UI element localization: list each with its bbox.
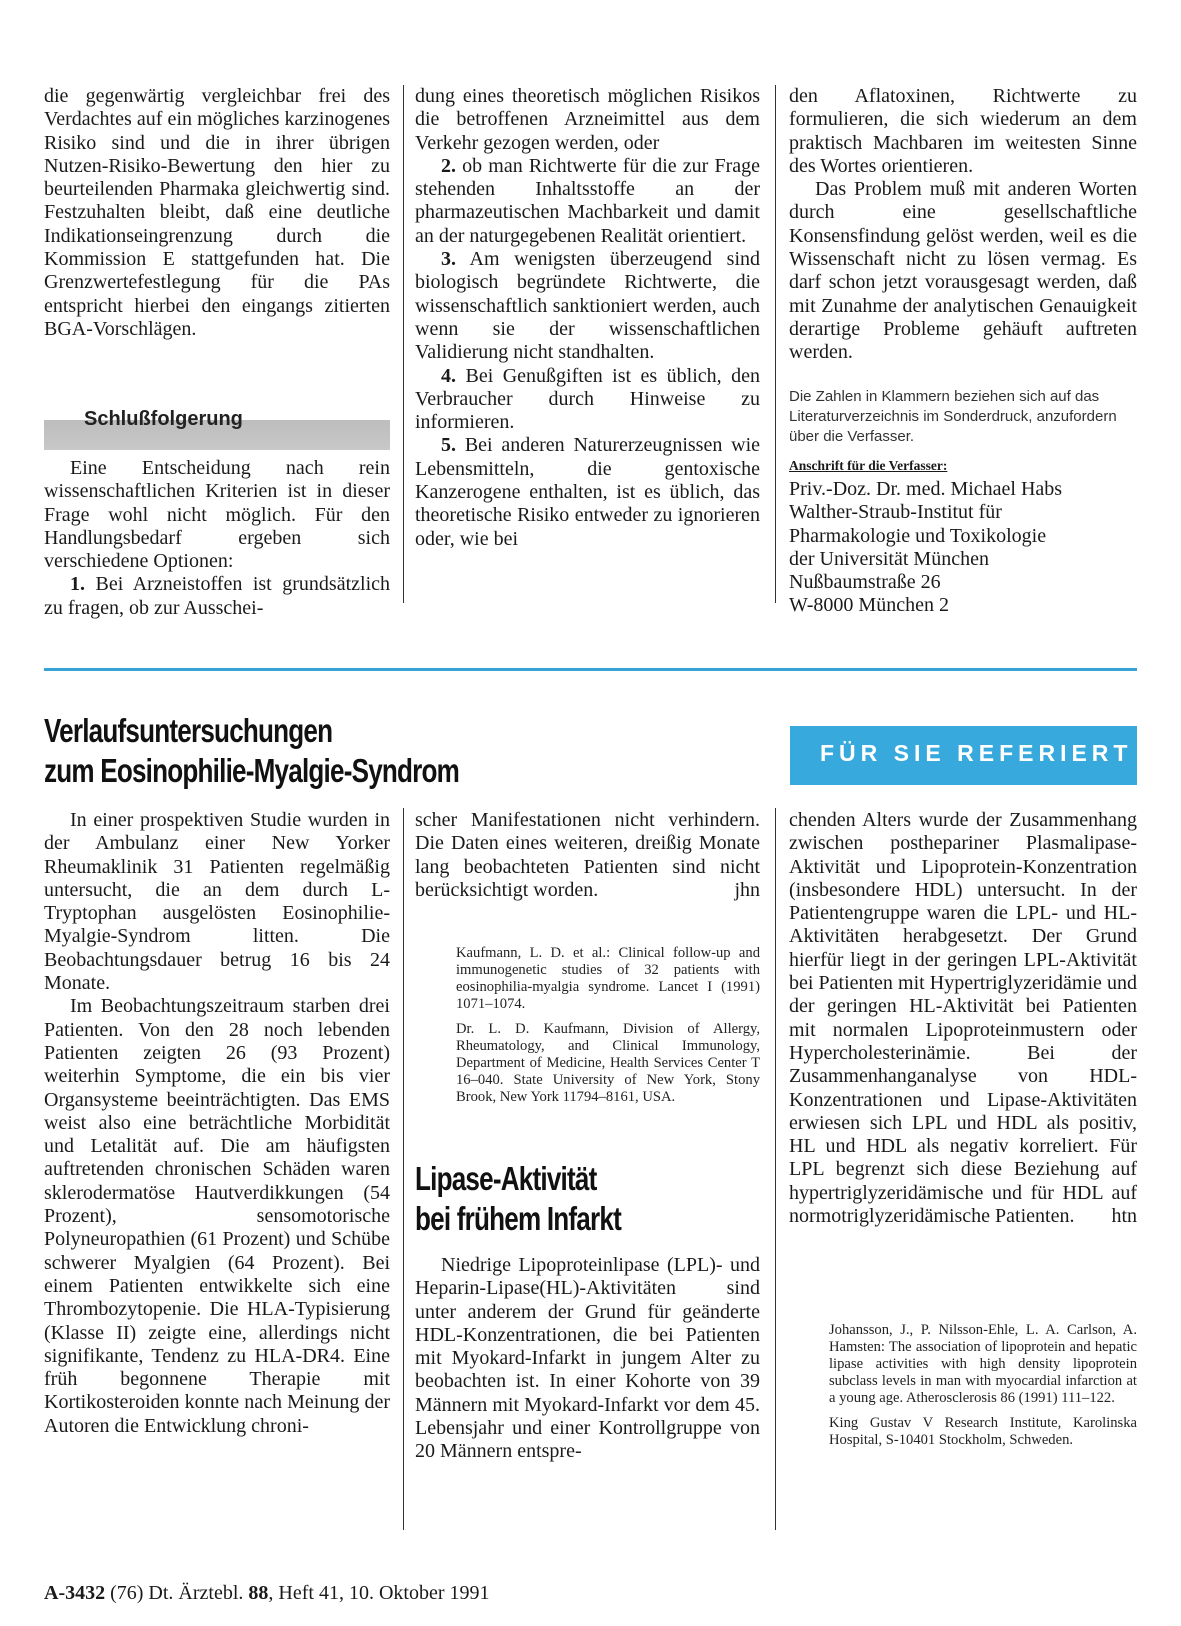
article1-column-1: [44, 809, 390, 1438]
paragraph: In einer prospektiven Studie wurden in der Ambulanz einer New Yorker Rheumaklinik 31 Patienten regelmäßig untersucht, die an dem durch L-Tryptophan ausgelösten Eosinophilie-Myalgie-Syndrom litten. Die Beobachtungsdauer betrug 16 bis 24 Monate.: [44, 809, 390, 995]
list-text: Bei Genußgiften ist es üblich, den Verbraucher durch Hinweise zu informieren.: [415, 364, 761, 434]
article1-column-2: [415, 809, 760, 902]
list-text: Bei anderen Naturerzeugnissen wie Lebensmitteln, die gentoxische Kanzerogene enthalten, ist es üblich, das theoretische Risiko entweder zu ignorieren oder, wie bei: [415, 434, 760, 550]
paragraph: die gegenwärtig vergleichbar frei des Verdachtes auf ein mögliches karzinogenes Risiko sind und die in ihrer übrigen Nutzen-Risiko-Bewertung den hier zu beurteilenden Pharmaka gleichwertig sind. Festzuhalten bleibt, daß eine deutliche Indikationseingrenzung durch die Kommission E stattgefunden hat. Die Grenzwertefestlegung für die PAs entspricht hierbei den eingangs zitierten BGA-Vorschlägen.: [44, 85, 390, 340]
list-item: [415, 434, 760, 550]
address-line: Pharmakologie und Toxikologie: [789, 524, 1047, 547]
issue-date: , Heft 41, 10. Oktober 1991: [268, 1582, 490, 1604]
address-line: Priv.-Doz. Dr. med. Michael Habs: [789, 478, 1063, 500]
paragraph: Eine Entscheidung nach rein wissenschaftlichen Kriterien ist in dieser Frage wohl nicht möglich. Für den Handlungsbedarf ergeben sich verschiedene Optionen:: [44, 457, 390, 573]
article1-references: [456, 945, 760, 1114]
journal-info: (76) Dt. Ärztebl.: [110, 1582, 244, 1604]
paragraph: Im Beobachtungszeitraum starben drei Patienten. Von den 28 noch lebenden Patienten zeigten 26 (93 Prozent) weiterhin Symptome, die ein bis vier Organsysteme beeinträchtigten. Das EMS weist also eine beträchtliche Morbidität und Letalität auf. Die am häufigsten auftretenden chronischen Schäden waren sklerodermatöse Hautverdikkungen (54 Prozent), sensomotorische Polyneuropathien (61 Prozent) und Schübe schwerer Myalgien (64 Prozent). Bei einem Patienten entwikkelte sich eine Thrombozytopenie. Die HLA-Typisierung (Klasse II) zeigte eine, allerdings nicht signifikante, Tendenz zu HLA-DR4. Eine früh begonnene Therapie mit Kortikosteroiden konnte nach Meinung der Autoren die Entwicklung chroni-: [44, 995, 390, 1437]
author-signature: jhn: [734, 879, 760, 902]
top-column-1-continued: [44, 457, 390, 620]
page-number: A-3432: [44, 1582, 106, 1604]
paragraph: chenden Alters wurde der Zusammenhang zwischen posthepariner Plasmalipase-Aktivität und Lipoprotein-Konzentration (insbesondere HDL) untersucht. In der Patientengruppe waren die LPL- und HL-Aktivitäten herabgesetzt. Der Grund hierfür liegt in der geringen LPL-Aktivität bei Patienten mit Hypertriglyzeridämie und der geringen HL-Aktivität bei Patienten mit normalen Lipoproteinmustern oder Hypercholesterinämie. Bei der Zusammenhanganalyse von HDL-Konzentrationen und Lipase-Aktivitäten erwiesen sich LPL und HDL als positiv, HL und HDL als negativ korreliert. Für LPL begrenzt sich diese Beziehung auf hypertriglyzeridämische und für HDL auf normotriglyzeridämische Patienten. htn: [789, 809, 1137, 1228]
section-heading-bar: [44, 404, 390, 450]
address-line: Walther-Straub-Institut für: [789, 501, 1002, 524]
list-number: 2.: [441, 154, 456, 177]
article2-references: [829, 1322, 1137, 1457]
paragraph: den Aflatoxinen, Richtwerte zu formulieren, die sich wiederum an dem praktisch Machbaren im weitesten Sinne des Wortes orientieren.: [789, 85, 1137, 177]
column-divider: [775, 85, 776, 603]
top-column-1: [44, 85, 390, 341]
reference: Dr. L. D. Kaufmann, Division of Allergy, Rheumatology, and Clinical Immunology, Department of Medicine, Health Services Center T 16–040. State University of New York, Stony Brook, New York 11794–8161, USA.: [456, 1021, 760, 1105]
list-number: 3.: [441, 248, 456, 271]
list-item: [44, 573, 390, 620]
section-banner: [790, 726, 1137, 785]
article-title-line-1: Lipase-Aktivität: [415, 1160, 597, 1197]
column-divider: [403, 85, 404, 603]
list-text: Bei Arzneistoffen ist grundsätzlich zu fragen, ob zur Ausschei-: [44, 573, 391, 619]
volume-number: 88: [248, 1582, 269, 1604]
column-divider: [775, 808, 776, 1530]
paragraph: dung eines theoretisch möglichen Risikos die betroffenen Arzneimittel aus dem Verkehr gezogen werden, oder: [415, 85, 760, 154]
address-label: Anschrift für die Verfasser:: [789, 458, 948, 473]
list-item: [415, 155, 760, 248]
list-number: 1.: [70, 573, 85, 596]
page-footer: [44, 1582, 489, 1605]
section-divider: [44, 668, 1137, 671]
reference: Kaufmann, L. D. et al.: Clinical follow-up and immunogenetic studies of 32 patients with eosinophilia-myalgia syndrome. Lancet I (1991) 1071–1074.: [456, 945, 760, 1012]
address-line: Nußbaumstraße 26: [789, 571, 941, 594]
list-number: 5.: [441, 434, 456, 457]
address-line: der Universität München: [789, 547, 989, 570]
column-divider: [403, 808, 404, 1530]
list-text: Am wenigsten überzeugend sind biologisch begründete Richtwerte, die wissenschaftlich sanktioniert werden, auch wenn sie der wissenschaftlichen Validierung nicht standhalten.: [415, 248, 760, 364]
article2-column-3: [789, 809, 1137, 1229]
article-title-line-2: zum Eosinophilie-Myalgie-Syndrom: [44, 752, 460, 789]
top-column-2: [415, 85, 760, 551]
reference: Johansson, J., P. Nilsson-Ehle, L. A. Carlson, A. Hamsten: The association of lipoprotein and hepatic lipase activities with high density lipoprotein subclass levels in man with myocardial infarction at a young age. Atherosclerosis 86 (1991) 111–122.: [829, 1322, 1137, 1406]
address-line: W-8000 München 2: [789, 594, 949, 617]
article2-column-2: [415, 1254, 760, 1464]
reference: King Gustav V Research Institute, Karolinska Hospital, S-10401 Stockholm, Schweden.: [829, 1415, 1137, 1448]
author-signature: htn: [1111, 1205, 1137, 1228]
section-heading: Schlußfolgerung: [84, 408, 243, 430]
top-column-3: [789, 85, 1137, 365]
list-text: ob man Richtwerte für die zur Frage stehenden Inhaltsstoffe an der pharmazeutischen Machbarkeit und damit an der naturgegebenen Realität orientiert.: [415, 154, 760, 247]
literature-note: Die Zahlen in Klammern beziehen sich auf das Literaturverzeichnis im Sonderdruck, anzufordern über die Verfasser.: [789, 388, 1117, 445]
list-item: [415, 365, 760, 435]
paragraph: scher Manifestationen nicht verhindern. Die Daten eines weiteren, dreißig Monate lang beobachteten Patienten sind nicht berücksichtigt worden. jhn: [415, 809, 760, 902]
list-number: 4.: [441, 364, 456, 387]
paragraph: Das Problem muß mit anderen Worten durch eine gesellschaftliche Konsensfindung gelöst werden, weil es die Wissenschaft nicht zu lösen vermag. Es darf schon jetzt vorausgesagt werden, daß mit Zunahme der analytischen Genauigkeit derartige Probleme gehäuft auftreten werden.: [789, 178, 1137, 364]
author-address: [789, 478, 1062, 618]
article-title-line-1: Verlaufsuntersuchungen: [44, 712, 333, 749]
article-title-line-2: bei frühem Infarkt: [415, 1200, 621, 1237]
list-item: [415, 248, 760, 364]
section-banner-label: FÜR SIE REFERIERT: [820, 740, 1133, 766]
paragraph: Niedrige Lipoproteinlipase (LPL)- und Heparin-Lipase(HL)-Aktivitäten sind unter anderem der Grund für geänderte HDL-Konzentrationen, die bei Patienten mit Myokard-Infarkt in jungem Alter zu beobachten ist. In einer Kohorte von 39 Männern mit Myokard-Infarkt vor dem 45. Lebensjahr und einer Kontrollgruppe von 20 Männern entspre-: [415, 1254, 760, 1463]
